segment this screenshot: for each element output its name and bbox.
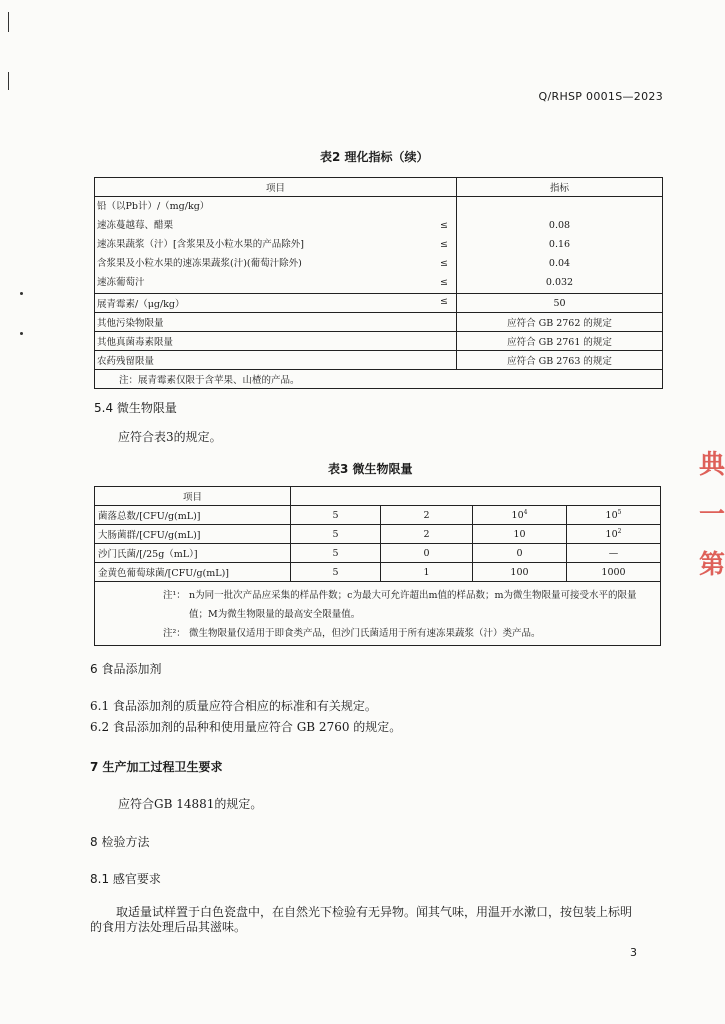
table2-caption: 表2 理化指标（续） [320, 150, 429, 164]
row-label: 大肠菌群/[CFU/g(mL)] [95, 525, 291, 544]
row-label: 沙门氏菌/[/25g（mL）] [95, 544, 291, 563]
le-sign: ≤ [440, 239, 448, 250]
section-8-1-heading: 8.1 感官要求 [90, 872, 161, 886]
n-value: 5 [291, 525, 381, 544]
le-sign: ≤ [440, 220, 448, 231]
section-6-2: 6.2 食品添加剂的品种和使用量应符合 GB 2760 的规定。 [90, 720, 402, 734]
margin-dot [20, 292, 23, 295]
left-margin-mark [8, 72, 9, 90]
le-sign: ≤ [440, 258, 448, 269]
section-8-heading: 8 检验方法 [90, 835, 150, 849]
lead-value: 0.032 [545, 277, 574, 288]
lead-group-labels [95, 197, 457, 294]
lead-value: 0.08 [548, 220, 571, 231]
lead-value: 0.04 [548, 258, 571, 269]
note2-label: 注²： [163, 628, 186, 639]
c-value: 2 [381, 506, 473, 525]
pesticides-label: 农药残留限量 [95, 351, 457, 370]
section-8-1-line2: 的食用方法处理后品其滋味。 [90, 920, 247, 934]
section-8-1-line1: 取适量试样置于白色瓷盘中，在自然光下检验有无异物。闻其气味，用温开水漱口，按包装上标明 [116, 905, 633, 919]
table-row [95, 525, 661, 544]
section-5-4-heading: 5.4 微生物限量 [94, 401, 177, 415]
section-6-heading: 6 食品添加剂 [90, 662, 162, 676]
m-value: $10^4$ [473, 506, 567, 525]
patulin-row [95, 294, 457, 313]
margin-dot [20, 332, 23, 335]
table2-header-item: 项目 [95, 178, 457, 197]
row-label: 菌落总数/[CFU/g(mL)] [95, 506, 291, 525]
contaminants-label: 其他污染物限量 [95, 313, 457, 332]
M-value: 1000 [567, 563, 661, 582]
lead-item-label: 含浆果及小粒水果的速冻果蔬浆(汁)(葡萄汁除外) [97, 258, 302, 269]
table3-caption: 表3 微生物限量 [328, 462, 413, 476]
contaminants-value: 应符合 GB 2762 的规定 [457, 313, 663, 332]
table3-header-item: 项目 [95, 487, 291, 506]
n-value: 5 [291, 563, 381, 582]
section-6-1: 6.1 食品添加剂的质量应符合相应的标准和有关规定。 [90, 699, 377, 713]
table-row [95, 544, 661, 563]
le-sign: ≤ [440, 277, 448, 288]
table3-notes [95, 582, 661, 646]
table-row [95, 506, 661, 525]
lead-item-label: 速冻葡萄汁 [97, 277, 145, 288]
le-sign: ≤ [440, 296, 448, 307]
left-margin-mark [8, 12, 9, 32]
table2 [94, 177, 663, 389]
table2-header-index: 指标 [457, 178, 663, 197]
table3 [94, 486, 661, 646]
m-value: 10 [473, 525, 567, 544]
m-value: 0 [473, 544, 567, 563]
lead-header: 铅（以Pb计）/（mg/kg） [97, 201, 210, 212]
row-label: 金黄色葡萄球菌/[CFU/g(mL)] [95, 563, 291, 582]
section-7-heading: 7 生产加工过程卫生要求 [90, 760, 223, 774]
lead-group-values [457, 197, 663, 294]
note1-label: 注¹： [163, 590, 186, 601]
mycotoxins-label: 其他真菌毒素限量 [95, 332, 457, 351]
document-code: Q/RHSP 0001S—2023 [538, 90, 663, 103]
pesticides-value: 应符合 GB 2763 的规定 [457, 351, 663, 370]
lead-item-label: 速冻蔓越莓、醋栗 [97, 220, 174, 231]
table2-note: 注：展青霉素仅限于含苹果、山楂的产品。 [95, 370, 663, 389]
red-seal-stamp: 典 一 第 [699, 450, 725, 580]
table-row [95, 563, 661, 582]
M-value: $10^2$ [567, 525, 661, 544]
note2-text: 微生物限量仅适用于即食类产品，但沙门氏菌适用于所有速冻果蔬浆（汁）类产品。 [189, 628, 541, 639]
c-value: 0 [381, 544, 473, 563]
patulin-value: 50 [457, 294, 663, 313]
note1-text: n为同一批次产品应采集的样品件数；c为最大可允许超出m值的样品数；m为微生物限量可接受水平的限量值；M为微生物限量的最高安全限量值。 [189, 590, 637, 620]
c-value: 2 [381, 525, 473, 544]
section-7-text: 应符合GB 14881的规定。 [118, 797, 263, 811]
lead-item-label: 速冻果蔬浆（汁）[含浆果及小粒水果的产品除外] [97, 239, 304, 250]
mycotoxins-value: 应符合 GB 2761 的规定 [457, 332, 663, 351]
M-value: $10^5$ [567, 506, 661, 525]
n-value: 5 [291, 506, 381, 525]
m-value: 100 [473, 563, 567, 582]
section-5-4-text: 应符合表3的规定。 [118, 430, 222, 444]
lead-value: 0.16 [548, 239, 571, 250]
patulin-label: 展青霉素/（μg/kg） [97, 299, 185, 310]
M-value: — [567, 544, 661, 563]
n-value: 5 [291, 544, 381, 563]
table3-header-blank [291, 487, 661, 506]
c-value: 1 [381, 563, 473, 582]
page-number: 3 [630, 946, 637, 959]
